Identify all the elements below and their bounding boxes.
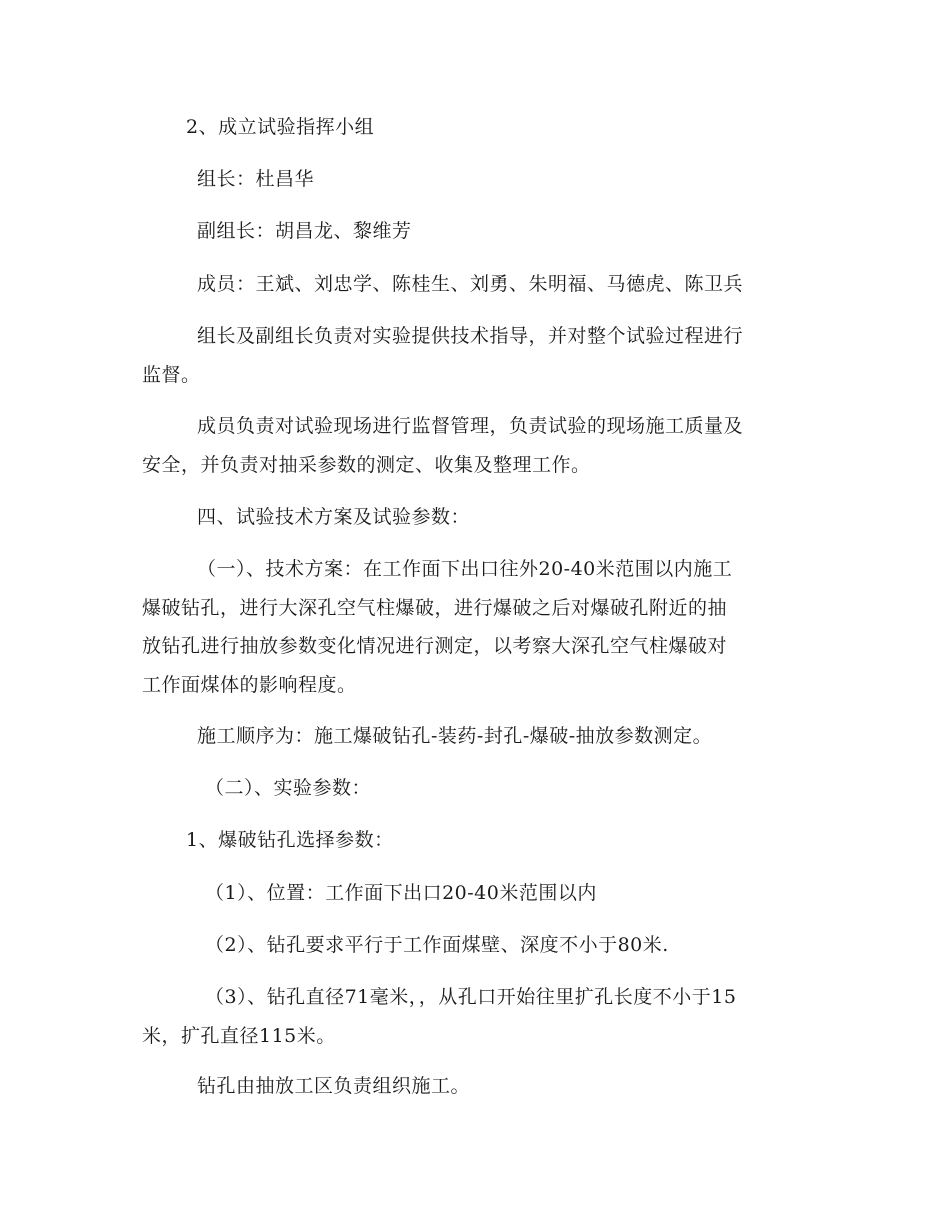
parameter-position-line: （1）、位置：工作面下出口20-40米范围以内	[205, 882, 597, 904]
parameter-direction-line: （2）、钻孔要求平行于工作面煤壁、深度不小于80米.	[205, 934, 669, 956]
deputy-leader-line: 副组长：胡昌龙、黎维芳	[197, 220, 412, 242]
member-duty-line-2: 安全，并负责对抽采参数的测定、收集及整理工作。	[142, 454, 591, 476]
leader-duty-line-2: 监督。	[142, 364, 201, 386]
blasting-parameters-heading: 1、爆破钻孔选择参数：	[186, 829, 394, 851]
section-heading-parameters: （二）、实验参数：	[205, 777, 372, 799]
technical-plan-line-4: 工作面煤体的影响程度。	[142, 674, 357, 696]
section-heading-technical-plan: 四、试验技术方案及试验参数：	[197, 506, 471, 528]
parameter-diameter-line-2: 米，扩孔直径115米。	[142, 1025, 336, 1047]
technical-plan-line-3: 放钻孔进行抽放参数变化情况进行测定，以考察大深孔空气柱爆破对	[142, 635, 728, 657]
member-duty-line-1: 成员负责对试验现场进行监督管理，负责试验的现场施工质量及	[197, 415, 744, 437]
construction-sequence-line: 施工顺序为：施工爆破钻孔-装药-封孔-爆破-抽放参数测定。	[197, 725, 713, 747]
technical-plan-line-1: （一）、技术方案：在工作面下出口往外20-40米范围以内施工	[197, 558, 733, 580]
parameter-diameter-line-1: （3）、钻孔直径71毫米，，从孔口开始往里扩孔长度不小于15	[205, 986, 737, 1008]
leader-duty-line-1: 组长及副组长负责对实验提供技术指导，并对整个试验过程进行	[197, 325, 744, 347]
technical-plan-line-2: 爆破钻孔，进行大深孔空气柱爆破，进行爆破之后对爆破孔附近的抽	[142, 597, 728, 619]
drilling-responsibility-line: 钻孔由抽放工区负责组织施工。	[197, 1075, 471, 1097]
section-heading-test-group: 2、成立试验指挥小组	[186, 116, 375, 138]
group-leader-line: 组长：杜昌华	[197, 168, 315, 190]
members-line: 成员：王斌、刘忠学、陈桂生、刘勇、朱明福、马德虎、陈卫兵	[197, 273, 744, 295]
